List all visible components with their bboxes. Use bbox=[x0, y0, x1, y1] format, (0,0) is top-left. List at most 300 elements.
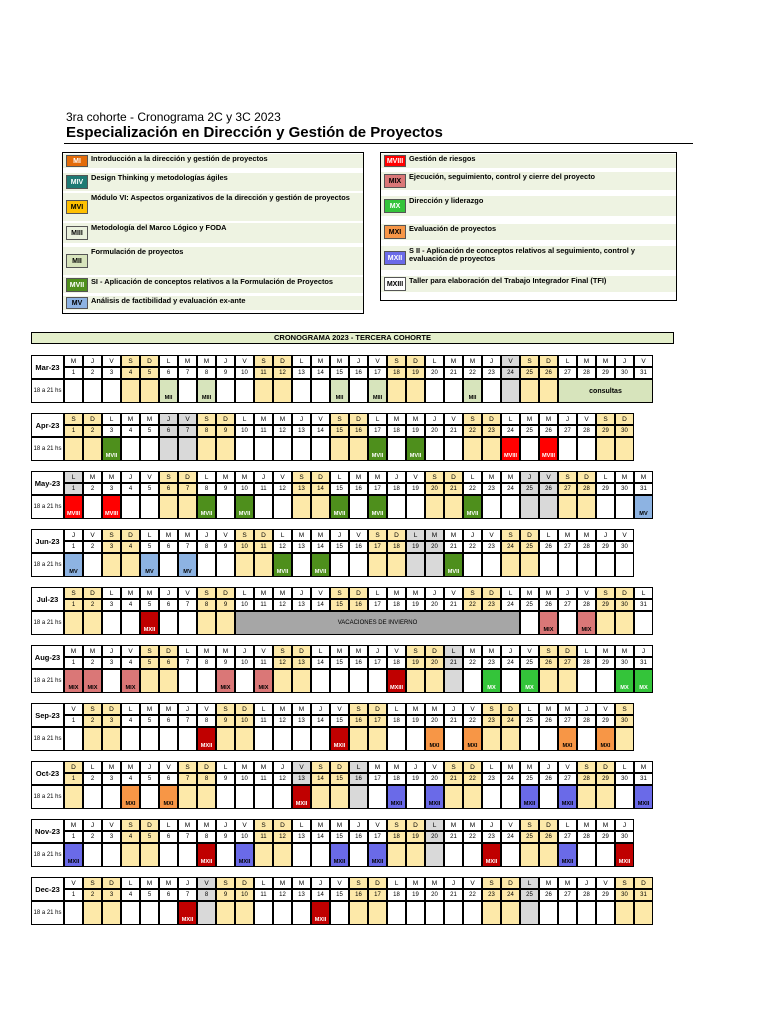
weekday-letter: V bbox=[273, 471, 292, 483]
day-number: 19 bbox=[406, 541, 425, 553]
day-number: 12 bbox=[273, 831, 292, 843]
session-cell bbox=[444, 785, 463, 809]
session-cell bbox=[140, 901, 159, 925]
session-cell bbox=[463, 437, 482, 461]
day-number: 6 bbox=[159, 889, 178, 901]
weekday-letter: D bbox=[368, 703, 387, 715]
day-number: 28 bbox=[577, 425, 596, 437]
day-number: 10 bbox=[235, 889, 254, 901]
day-number: 2 bbox=[83, 831, 102, 843]
day-number: 30 bbox=[615, 425, 634, 437]
weekday-letter: M bbox=[159, 529, 178, 541]
session-cell bbox=[178, 843, 197, 867]
day-number: 16 bbox=[349, 541, 368, 553]
session-cell bbox=[406, 379, 425, 403]
weekday-letter: M bbox=[159, 877, 178, 889]
day-number: 30 bbox=[615, 773, 634, 785]
class-session: MXII bbox=[64, 843, 83, 867]
day-number: 19 bbox=[406, 831, 425, 843]
session-cell bbox=[615, 901, 634, 925]
session-cell bbox=[501, 495, 520, 519]
weekday-letter: V bbox=[463, 877, 482, 889]
session-cell bbox=[539, 553, 558, 577]
day-number: 20 bbox=[425, 367, 444, 379]
day-number: 3 bbox=[102, 599, 121, 611]
weekday-letter: J bbox=[292, 413, 311, 425]
day-number: 13 bbox=[292, 889, 311, 901]
weekday-letter: M bbox=[444, 529, 463, 541]
day-number: 2 bbox=[83, 425, 102, 437]
day-number: 28 bbox=[577, 657, 596, 669]
weekday-letter: J bbox=[140, 761, 159, 773]
weekday-letter: D bbox=[216, 587, 235, 599]
day-number: 22 bbox=[463, 425, 482, 437]
class-session: MV bbox=[634, 495, 653, 519]
weekday-letter: L bbox=[292, 819, 311, 831]
day-number: 18 bbox=[387, 541, 406, 553]
class-session: MII bbox=[463, 379, 482, 403]
day-number: 5 bbox=[140, 483, 159, 495]
session-cell bbox=[520, 611, 539, 635]
session-cell bbox=[83, 611, 102, 635]
legend-code-mv: MV bbox=[66, 297, 88, 309]
day-number: 3 bbox=[102, 773, 121, 785]
weekday-letter: D bbox=[178, 471, 197, 483]
day-number: 3 bbox=[102, 715, 121, 727]
weekday-letter: M bbox=[197, 645, 216, 657]
day-number: 6 bbox=[159, 425, 178, 437]
weekday-letter: M bbox=[330, 819, 349, 831]
session-cell bbox=[121, 901, 140, 925]
weekday-letter: J bbox=[102, 645, 121, 657]
day-number: 5 bbox=[140, 831, 159, 843]
day-number: 4 bbox=[121, 657, 140, 669]
weekday-letter: M bbox=[558, 703, 577, 715]
class-session: MXII bbox=[387, 785, 406, 809]
weekday-letter: M bbox=[273, 413, 292, 425]
class-session: MIX bbox=[539, 611, 558, 635]
session-cell bbox=[159, 843, 178, 867]
day-number: 9 bbox=[216, 889, 235, 901]
day-number: 31 bbox=[634, 367, 653, 379]
day-number: 11 bbox=[254, 657, 273, 669]
weekday-letter: S bbox=[596, 587, 615, 599]
day-number: 11 bbox=[254, 715, 273, 727]
weekday-letter: M bbox=[482, 645, 501, 657]
session-cell bbox=[425, 901, 444, 925]
day-number: 4 bbox=[121, 367, 140, 379]
session-cell bbox=[273, 495, 292, 519]
day-number: 13 bbox=[292, 367, 311, 379]
month-block bbox=[31, 355, 653, 403]
legend-text-mxii: S II - Aplicación de conceptos relativos al seguimiento, control y evaluación de proyectos bbox=[409, 247, 636, 263]
session-cell bbox=[615, 785, 634, 809]
session-cell bbox=[596, 495, 615, 519]
session-cell bbox=[368, 785, 387, 809]
day-number: 8 bbox=[197, 889, 216, 901]
session-cell bbox=[482, 379, 501, 403]
day-number: 27 bbox=[558, 773, 577, 785]
weekday-letter: V bbox=[292, 761, 311, 773]
day-number: 30 bbox=[615, 599, 634, 611]
session-cell bbox=[83, 553, 102, 577]
day-number: 15 bbox=[330, 889, 349, 901]
title-divider bbox=[64, 143, 693, 144]
session-cell bbox=[254, 843, 273, 867]
legend-row-mviii bbox=[381, 154, 676, 168]
weekday-letter: M bbox=[368, 761, 387, 773]
session-cell bbox=[311, 495, 330, 519]
class-session: MIX bbox=[121, 669, 140, 693]
weekday-letter: L bbox=[121, 703, 140, 715]
weekday-letter: M bbox=[311, 819, 330, 831]
weekday-letter: S bbox=[292, 471, 311, 483]
session-cell bbox=[216, 901, 235, 925]
weekday-letter: M bbox=[178, 819, 197, 831]
day-number: 16 bbox=[349, 657, 368, 669]
weekday-letter: D bbox=[159, 645, 178, 657]
day-number: 10 bbox=[235, 657, 254, 669]
session-cell bbox=[387, 437, 406, 461]
session-cell bbox=[178, 669, 197, 693]
weekday-letter: M bbox=[539, 587, 558, 599]
session-cell bbox=[520, 437, 539, 461]
weekday-letter: J bbox=[197, 529, 216, 541]
session-cell bbox=[387, 843, 406, 867]
session-cell bbox=[520, 379, 539, 403]
class-session: MXI bbox=[463, 727, 482, 751]
session-cell bbox=[102, 843, 121, 867]
weekday-letter: S bbox=[273, 645, 292, 657]
weekday-letter: M bbox=[520, 587, 539, 599]
session-cell bbox=[539, 669, 558, 693]
class-session: MVII bbox=[444, 553, 463, 577]
day-number: 20 bbox=[425, 425, 444, 437]
session-cell bbox=[444, 379, 463, 403]
weekday-letter: M bbox=[349, 645, 368, 657]
day-number: 30 bbox=[615, 831, 634, 843]
weekday-letter: D bbox=[539, 355, 558, 367]
session-cell bbox=[330, 437, 349, 461]
month-label: Apr-23 bbox=[31, 413, 64, 437]
day-number: 4 bbox=[121, 773, 140, 785]
weekday-letter: M bbox=[121, 587, 140, 599]
weekday-letter: M bbox=[64, 645, 83, 657]
weekday-letter: J bbox=[634, 645, 653, 657]
weekday-letter: M bbox=[577, 355, 596, 367]
legend-text-miii: Metodología del Marco Lógico y FODA bbox=[91, 224, 227, 232]
weekday-letter: J bbox=[615, 355, 634, 367]
legend-row-mx bbox=[381, 196, 676, 216]
class-session: MIX bbox=[64, 669, 83, 693]
session-cell bbox=[83, 437, 102, 461]
session-cell bbox=[368, 901, 387, 925]
weekday-letter: M bbox=[615, 471, 634, 483]
session-cell bbox=[482, 437, 501, 461]
class-session: MX bbox=[520, 669, 539, 693]
session-cell bbox=[273, 669, 292, 693]
session-cell bbox=[178, 437, 197, 461]
weekday-letter: J bbox=[292, 587, 311, 599]
day-number: 26 bbox=[539, 657, 558, 669]
session-cell bbox=[273, 727, 292, 751]
day-number: 24 bbox=[501, 889, 520, 901]
day-number: 29 bbox=[596, 715, 615, 727]
day-number: 10 bbox=[235, 831, 254, 843]
day-number: 19 bbox=[406, 773, 425, 785]
session-cell bbox=[159, 611, 178, 635]
day-number: 1 bbox=[64, 599, 83, 611]
day-number: 29 bbox=[596, 831, 615, 843]
weekday-letter: M bbox=[368, 471, 387, 483]
session-cell bbox=[330, 785, 349, 809]
day-number: 25 bbox=[520, 599, 539, 611]
session-cell bbox=[558, 901, 577, 925]
weekday-letter: S bbox=[444, 761, 463, 773]
day-number: 15 bbox=[330, 773, 349, 785]
weekday-letter: L bbox=[425, 819, 444, 831]
weekday-letter: D bbox=[197, 761, 216, 773]
day-number: 3 bbox=[102, 483, 121, 495]
day-number: 28 bbox=[577, 483, 596, 495]
day-number: 16 bbox=[349, 483, 368, 495]
weekday-letter: M bbox=[254, 587, 273, 599]
day-number: 17 bbox=[368, 715, 387, 727]
weekday-letter: M bbox=[558, 877, 577, 889]
day-number: 4 bbox=[121, 599, 140, 611]
legend-code-mviii: MVIII bbox=[384, 155, 406, 167]
class-session: MVII bbox=[368, 437, 387, 461]
session-cell bbox=[254, 785, 273, 809]
weekday-letter: M bbox=[273, 703, 292, 715]
weekday-letter: M bbox=[311, 355, 330, 367]
day-number: 20 bbox=[425, 657, 444, 669]
session-cell bbox=[577, 901, 596, 925]
weekday-letter: S bbox=[254, 355, 273, 367]
session-cell bbox=[463, 553, 482, 577]
day-number: 7 bbox=[178, 425, 197, 437]
day-number: 4 bbox=[121, 541, 140, 553]
class-session: MXII bbox=[368, 843, 387, 867]
weekday-letter: V bbox=[178, 587, 197, 599]
weekday-letter: M bbox=[140, 587, 159, 599]
session-cell bbox=[596, 437, 615, 461]
class-session: MVII bbox=[463, 495, 482, 519]
session-cell bbox=[159, 727, 178, 751]
day-number: 21 bbox=[444, 367, 463, 379]
session-cell bbox=[501, 785, 520, 809]
legend-code-miv: MIV bbox=[66, 175, 88, 189]
day-number: 27 bbox=[558, 425, 577, 437]
session-cell bbox=[349, 669, 368, 693]
session-cell bbox=[178, 785, 197, 809]
day-number: 26 bbox=[539, 425, 558, 437]
legend-left-panel bbox=[62, 152, 364, 314]
weekday-letter: L bbox=[197, 471, 216, 483]
day-number: 20 bbox=[425, 715, 444, 727]
day-number: 21 bbox=[444, 657, 463, 669]
weekday-letter: S bbox=[178, 761, 197, 773]
weekday-letter: L bbox=[425, 355, 444, 367]
session-cell bbox=[311, 727, 330, 751]
weekday-letter: D bbox=[406, 355, 425, 367]
session-cell bbox=[444, 669, 463, 693]
session-cell bbox=[463, 901, 482, 925]
weekday-letter: S bbox=[463, 587, 482, 599]
class-session: MX bbox=[482, 669, 501, 693]
weekday-letter: L bbox=[368, 587, 387, 599]
weekday-letter: J bbox=[83, 355, 102, 367]
day-number: 24 bbox=[501, 657, 520, 669]
weekday-letter: L bbox=[406, 529, 425, 541]
weekday-letter: S bbox=[349, 703, 368, 715]
session-cell bbox=[406, 901, 425, 925]
class-session: MVIII bbox=[501, 437, 520, 461]
day-number: 23 bbox=[482, 425, 501, 437]
day-number: 2 bbox=[83, 483, 102, 495]
session-cell bbox=[140, 379, 159, 403]
day-number: 23 bbox=[482, 889, 501, 901]
weekday-letter: J bbox=[273, 761, 292, 773]
month-label: Mar-23 bbox=[31, 355, 64, 379]
class-session: MXII bbox=[634, 785, 653, 809]
legend-text-miv: Design Thinking y metodologías ágiles bbox=[91, 174, 228, 182]
session-cell bbox=[216, 843, 235, 867]
weekday-letter: S bbox=[482, 703, 501, 715]
class-session: MVII bbox=[368, 495, 387, 519]
day-number: 10 bbox=[235, 367, 254, 379]
day-number: 15 bbox=[330, 657, 349, 669]
weekday-letter: M bbox=[425, 877, 444, 889]
weekday-letter: L bbox=[520, 703, 539, 715]
weekday-letter: S bbox=[197, 413, 216, 425]
class-session: MX bbox=[615, 669, 634, 693]
day-number: 17 bbox=[368, 367, 387, 379]
day-number: 17 bbox=[368, 831, 387, 843]
day-number: 5 bbox=[140, 541, 159, 553]
day-number: 3 bbox=[102, 889, 121, 901]
day-number: 30 bbox=[615, 367, 634, 379]
session-cell bbox=[406, 495, 425, 519]
day-number: 29 bbox=[596, 657, 615, 669]
weekday-letter: D bbox=[539, 819, 558, 831]
weekday-letter: D bbox=[349, 413, 368, 425]
class-session: MXI bbox=[121, 785, 140, 809]
session-cell bbox=[558, 553, 577, 577]
weekday-letter: M bbox=[330, 645, 349, 657]
weekday-letter: V bbox=[140, 471, 159, 483]
day-number: 17 bbox=[368, 425, 387, 437]
day-number: 24 bbox=[501, 599, 520, 611]
weekday-letter: V bbox=[520, 645, 539, 657]
weekday-letter: S bbox=[330, 413, 349, 425]
month-block bbox=[31, 471, 653, 519]
weekday-letter: J bbox=[444, 703, 463, 715]
day-number: 21 bbox=[444, 541, 463, 553]
day-number: 25 bbox=[520, 889, 539, 901]
day-number: 22 bbox=[463, 889, 482, 901]
day-number: 1 bbox=[64, 657, 83, 669]
weekday-letter: M bbox=[387, 761, 406, 773]
day-number: 11 bbox=[254, 425, 273, 437]
session-cell bbox=[368, 727, 387, 751]
session-cell bbox=[577, 727, 596, 751]
day-number: 15 bbox=[330, 715, 349, 727]
day-number: 12 bbox=[273, 773, 292, 785]
day-number: 19 bbox=[406, 367, 425, 379]
session-cell bbox=[387, 901, 406, 925]
day-number: 29 bbox=[596, 773, 615, 785]
day-number: 10 bbox=[235, 715, 254, 727]
session-cell bbox=[444, 843, 463, 867]
legend-code-mvii: MVII bbox=[66, 278, 88, 292]
session-cell bbox=[121, 553, 140, 577]
session-cell bbox=[520, 901, 539, 925]
session-cell bbox=[102, 379, 121, 403]
session-cell bbox=[121, 727, 140, 751]
session-cell bbox=[520, 843, 539, 867]
class-session: MXII bbox=[482, 843, 501, 867]
weekday-letter: L bbox=[235, 413, 254, 425]
session-cell bbox=[292, 495, 311, 519]
session-cell bbox=[501, 901, 520, 925]
class-session: MVII bbox=[197, 495, 216, 519]
session-cell bbox=[159, 495, 178, 519]
day-number: 27 bbox=[558, 657, 577, 669]
legend-text-mxiii: Taller para elaboración del Trabajo Integrador Final (TFI) bbox=[409, 277, 607, 285]
weekday-letter: J bbox=[178, 703, 197, 715]
session-cell bbox=[197, 437, 216, 461]
session-cell bbox=[444, 437, 463, 461]
session-cell bbox=[577, 437, 596, 461]
day-number: 6 bbox=[159, 831, 178, 843]
day-number: 30 bbox=[615, 541, 634, 553]
class-session: MVII bbox=[102, 437, 121, 461]
session-cell bbox=[102, 553, 121, 577]
weekday-letter: J bbox=[159, 413, 178, 425]
weekday-letter: D bbox=[83, 413, 102, 425]
day-number: 5 bbox=[140, 773, 159, 785]
weekday-letter: S bbox=[159, 471, 178, 483]
session-cell bbox=[349, 727, 368, 751]
weekday-letter: D bbox=[311, 471, 330, 483]
weekday-letter: M bbox=[102, 471, 121, 483]
day-number: 13 bbox=[292, 657, 311, 669]
session-cell bbox=[349, 437, 368, 461]
class-session: MVII bbox=[311, 553, 330, 577]
page-title: Especialización en Dirección y Gestión de Proyectos bbox=[66, 124, 443, 141]
weekday-letter: V bbox=[577, 413, 596, 425]
day-number: 16 bbox=[349, 425, 368, 437]
session-cell bbox=[254, 727, 273, 751]
weekday-letter: L bbox=[387, 877, 406, 889]
legend-row-mxii bbox=[381, 246, 676, 270]
weekday-letter: M bbox=[539, 703, 558, 715]
day-number: 14 bbox=[311, 831, 330, 843]
legend-text-mvii: SI - Aplicación de conceptos relativos a la Formulación de Proyectos bbox=[91, 278, 334, 286]
weekday-letter: L bbox=[292, 355, 311, 367]
weekday-letter: S bbox=[558, 471, 577, 483]
session-cell bbox=[235, 727, 254, 751]
session-cell bbox=[197, 669, 216, 693]
weekday-letter: M bbox=[406, 413, 425, 425]
day-number: 17 bbox=[368, 483, 387, 495]
day-number: 5 bbox=[140, 889, 159, 901]
weekday-letter: M bbox=[406, 877, 425, 889]
session-cell bbox=[482, 727, 501, 751]
weekday-letter: M bbox=[596, 819, 615, 831]
session-cell bbox=[178, 727, 197, 751]
